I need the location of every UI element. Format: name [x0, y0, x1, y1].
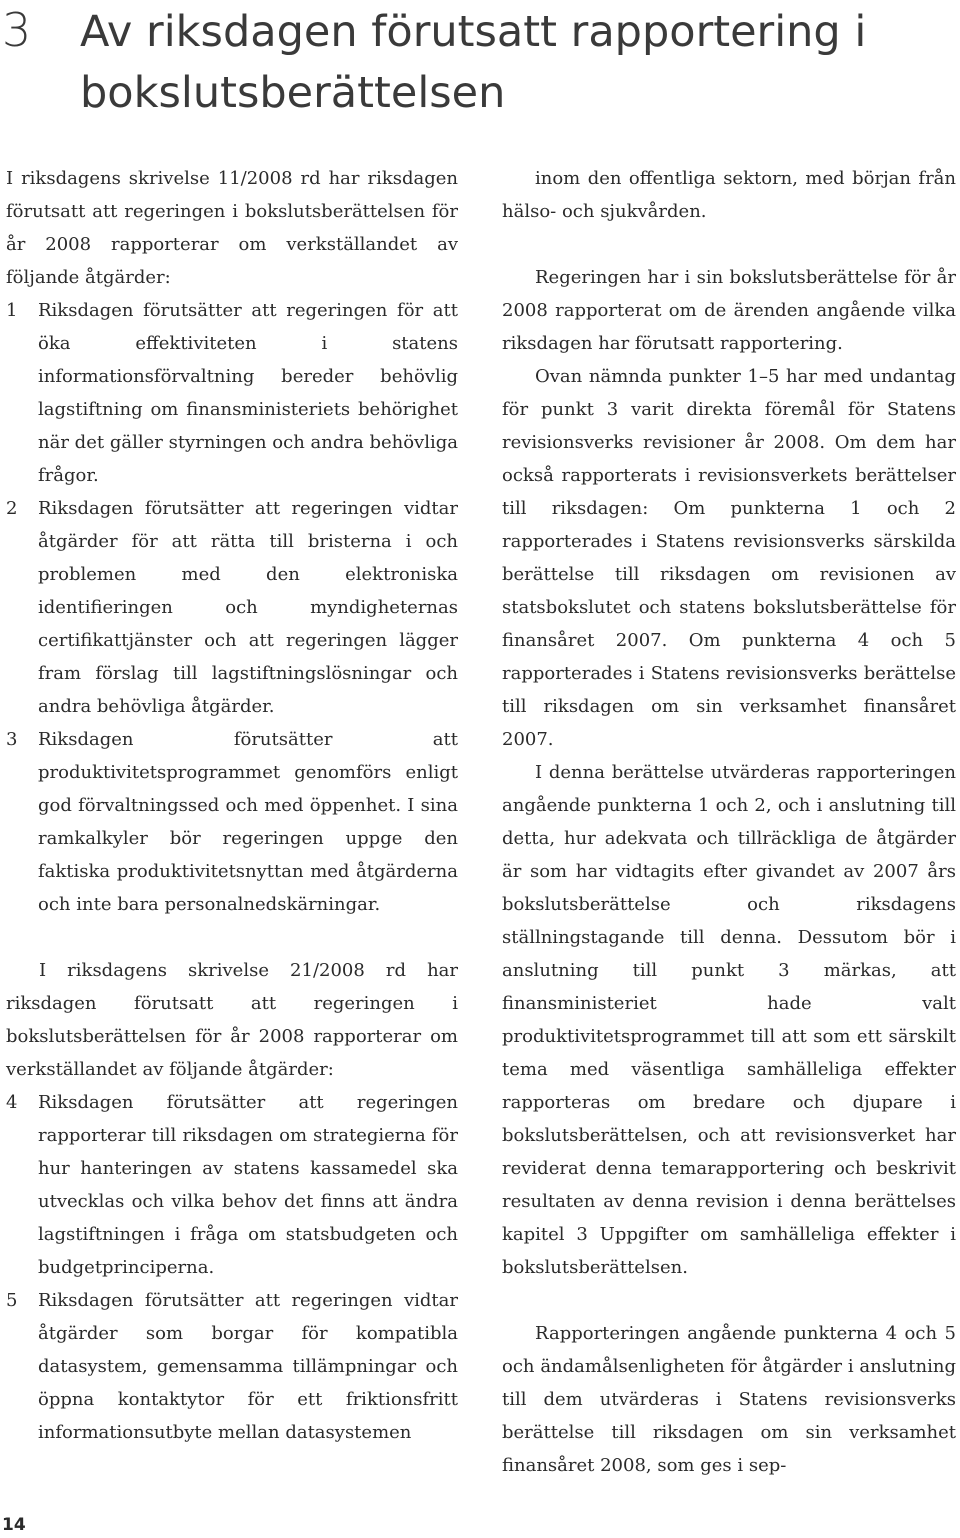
- list-item: [6, 492, 458, 723]
- list-item-text: Riksdagen förutsätter att produktivitetsprogrammet genomförs enligt god förvaltningssed och med öppenhet. I sina ramkalkyler bör regeringen uppge den faktiska produktivitetsnyttan med åtgärderna och inte bara personalnedskärningar.: [38, 729, 458, 915]
- page-number: 14: [2, 1515, 26, 1535]
- list-item-number: 2: [6, 498, 18, 519]
- list-item: [6, 294, 458, 492]
- intro-paragraph-1: I riksdagens skrivelse 11/2008 rd har riksdagen förutsatt att regeringen i bokslutsberättelsen för år 2008 rapporterar om verkställandet av följande åtgärder:: [6, 168, 458, 288]
- paragraph-spacer: [502, 1284, 956, 1317]
- body-paragraph: Regeringen har i sin bokslutsberättelse för år 2008 rapporterat om de ärenden angående vilka riksdagen har förutsatt rapportering.: [502, 267, 956, 354]
- list-item: [6, 723, 458, 921]
- list-item-number: 5: [6, 1290, 18, 1311]
- list-item: [6, 1086, 458, 1284]
- paragraph-spacer: [6, 921, 458, 954]
- chapter-title: Av riksdagen förutsatt rapportering i bokslutsberättelsen: [80, 7, 867, 118]
- left-column: [6, 162, 458, 1449]
- list-item-text: Riksdagen förutsätter att regeringen rapporterar till riksdagen om strategierna för hur hanteringen av statens kassamedel ska utvecklas och vilka behov det finns att ändra lagstiftningen i fråga om statsbudgeten och budgetprinciperna.: [38, 1092, 458, 1278]
- continuation-paragraph: inom den offentliga sektorn, med början från hälso- och sjukvården.: [502, 168, 956, 222]
- right-column: [502, 162, 956, 1482]
- list-item-text: Riksdagen förutsätter att regeringen vidtar åtgärder som borgar för kompatibla datasystem, gemensamma tillämpningar och öppna kontaktytor för ett friktionsfritt informationsutbyte mellan datasystemen: [38, 1290, 458, 1443]
- list-item-text: Riksdagen förutsätter att regeringen för att öka effektiviteten i statens informationsförvaltning bereder behövlig lagstiftning om finansministeriets behörighet när det gäller styrningen och andra behövliga frågor.: [38, 300, 458, 486]
- list-item-text: Riksdagen förutsätter att regeringen vidtar åtgärder för att rätta till bristerna i och problemen med den elektroniska identifieringen och myndigheternas certifikattjänster och att regeringen lägger fram förslag till lagstiftningslösningar och andra behövliga åtgärder.: [38, 498, 458, 717]
- list-item-number: 3: [6, 729, 18, 750]
- list-item: [6, 1284, 458, 1449]
- list-item-number: 1: [6, 300, 18, 321]
- body-paragraph: Rapporteringen angående punkterna 4 och 5 och ändamålsenligheten för åtgärder i anslutning till dem utvärderas i Statens revisionsverks berättelse till riksdagen om sin verksamhet finansåret 2008, som ges i sep-: [502, 1323, 956, 1476]
- paragraph-spacer: [502, 228, 956, 261]
- body-paragraph: I denna berättelse utvärderas rapporteringen angående punkterna 1 och 2, och i anslutning till detta, hur adekvata och tillräckliga de åtgärder är som har vidtagits efter givandet av 2007 års bokslutsberättelse och riksdagens ställningstagande till denna. Dessutom bör i anslutning till punkt 3 märkas, att finansministeriet hade valt produktivitetsprogrammet till att som ett särskilt tema med väsentliga samhälleliga effekter rapporteras om bredare och djupare i bokslutsberättelsen, och att revisionsverket har reviderat denna temarapportering och beskrivit resultaten av denna revision i denna berättelses kapitel 3 Uppgifter om samhälleliga effekter i bokslutsberättelsen.: [502, 762, 956, 1278]
- intro-paragraph-2: I riksdagens skrivelse 21/2008 rd har riksdagen förutsatt att regeringen i bokslutsberättelsen för år 2008 rapporterar om verkställandet av följande åtgärder:: [6, 960, 458, 1080]
- body-paragraph: Ovan nämnda punkter 1–5 har med undantag för punkt 3 varit direkta föremål för Statens revisionsverks revisioner år 2008. Om dem har också rapporterats i revisionsverkets berättelser till riksdagen: Om punkterna 1 och 2 rapporterades i Statens revisionsverks särskilda berättelse till riksdagen om revisionen av statsbokslutet och statens bokslutsberättelse för finansåret 2007. Om punkterna 4 och 5 rapporterades i Statens revisionsverks berättelse till riksdagen om sin verksamhet finansåret 2007.: [502, 366, 956, 750]
- chapter-number: 3: [2, 3, 32, 57]
- list-item-number: 4: [6, 1092, 18, 1113]
